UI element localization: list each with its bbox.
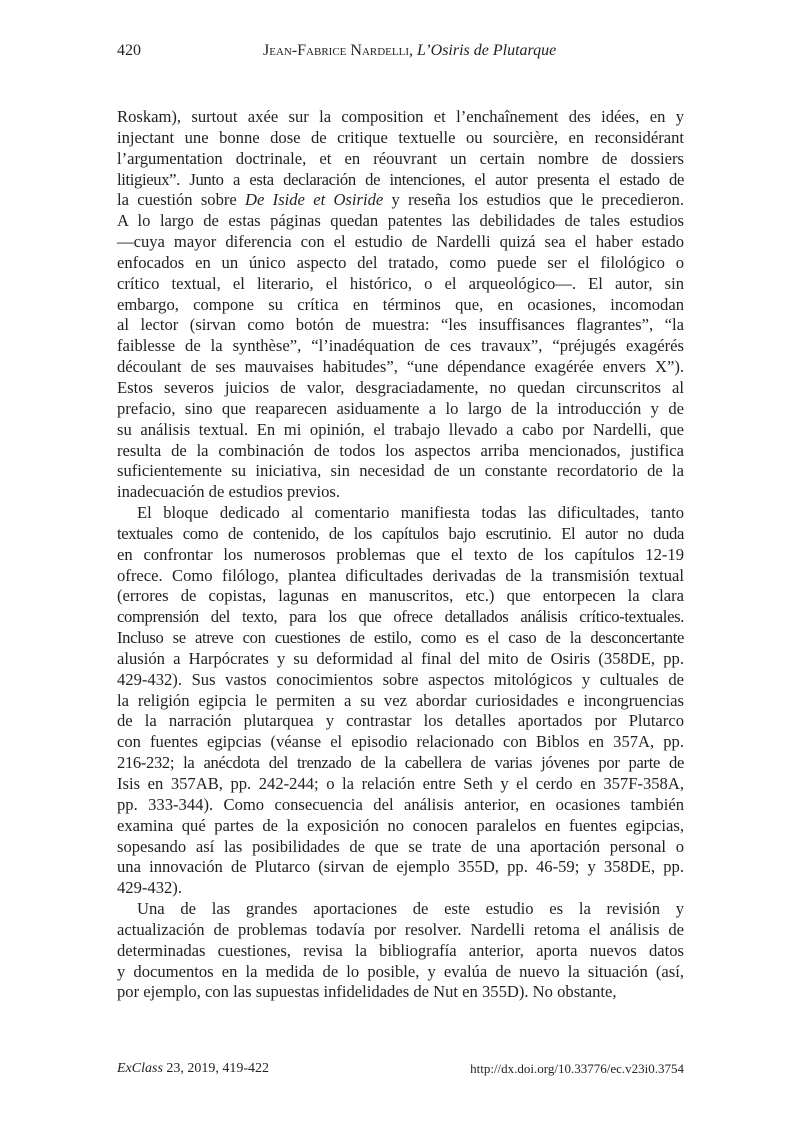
text-line: actualización de problemas todavía por resolver. Nardelli retoma el análisis de bbox=[117, 919, 684, 939]
text-line: l’argumentation doctrinale, et en réouvrant un certain nombre de dossiers bbox=[117, 148, 684, 168]
text-line: El bloque dedicado al comentario manifiesta todas las dificultades, tanto bbox=[137, 503, 684, 523]
text-line: con fuentes egipcias (véanse el episodio relacionado con Biblos en 357A, pp. bbox=[117, 732, 684, 752]
text-line: determinadas cuestiones, revisa la bibliografía anterior, aporta nuevos datos bbox=[117, 940, 684, 960]
text-line: découlant de ses mauvaises habitudes”, “une dépendance exagérée envers X”). bbox=[117, 357, 684, 377]
running-header bbox=[117, 42, 684, 64]
text-line: una innovación de Plutarco (sirvan de ejemplo 355D, pp. 46-59; y 358DE, pp. bbox=[117, 857, 684, 877]
text-line: al lector (sirvan como botón de muestra: “les insuffisances flagrantes”, “la bbox=[117, 315, 684, 335]
text-line: enfocados en un único aspecto del tratado, como puede ser el filológico o bbox=[117, 252, 684, 272]
text-line: Estos severos juicios de valor, desgraciadamente, no quedan circunscritos al bbox=[117, 377, 684, 397]
text-line: Una de las grandes aportaciones de este estudio es la revisión y bbox=[137, 899, 684, 919]
volume-year-pages: 23, 2019, 419-422 bbox=[162, 1061, 270, 1076]
text-line: litigieux”. Junto a esta declaración de intenciones, el autor presenta el estado de bbox=[117, 169, 684, 189]
journal-name: ExClass bbox=[117, 1061, 163, 1076]
italic-title: De Iside et Osiride bbox=[245, 190, 384, 210]
text-line: A lo largo de estas páginas quedan patentes las debilidades de tales estudios bbox=[117, 211, 684, 231]
text-line: 216-232; la anécdota del trenzado de la cabellera de varias jóvenes por parte de bbox=[117, 753, 684, 773]
book-title: L’Osiris de Plutarque bbox=[417, 42, 557, 59]
text-line bbox=[117, 190, 684, 211]
text-line: Incluso se atreve con cuestiones de estilo, como es el caso de la desconcertante bbox=[117, 628, 684, 648]
text-line: 429-432). bbox=[117, 878, 182, 898]
text-line: ofrece. Como filólogo, plantea dificultades derivadas de la transmisión textual bbox=[117, 565, 684, 585]
body-text bbox=[117, 107, 684, 1003]
text-line: 429-432). Sus vastos conocimientos sobre aspectos mitológicos y cultuales de bbox=[117, 669, 684, 689]
text-line: suficientemente su iniciativa, sin necesidad de un constante recordatorio de la bbox=[117, 461, 684, 481]
journal-citation bbox=[117, 1061, 269, 1077]
text-line: Roskam), surtout axée sur la composition et l’enchaînement des idées, en y bbox=[117, 107, 684, 126]
text-line: crítico textual, el literario, el histórico, o el arqueológico—. El autor, sin bbox=[117, 273, 684, 293]
text-line: sopesando así las posibilidades de que se trate de una aportación personal o bbox=[117, 836, 684, 856]
text-line: inadecuación de estudios previos. bbox=[117, 482, 341, 502]
text-fragment: y reseña los estudios que le precedieron. bbox=[383, 190, 684, 210]
text-line: pp. 333-344). Como consecuencia del análisis anterior, en ocasiones también bbox=[117, 794, 684, 814]
text-line: examina qué partes de la exposición no conocen paralelos en fuentes egipcias, bbox=[117, 815, 684, 835]
text-line: (errores de copistas, lagunas en manuscritos, etc.) que entorpecen la clara bbox=[117, 586, 684, 606]
text-fragment: la cuestión sobre bbox=[117, 190, 246, 210]
text-line: comprensión del texto, para los que ofrece detallados análisis crítico-textuales. bbox=[117, 607, 684, 627]
text-line: faiblesse de la synthèse”, “l’inadéquation de ces travaux”, “préjugés exagérés bbox=[117, 336, 684, 356]
page-number: 420 bbox=[117, 42, 141, 59]
text-line: de la narración plutarquea y contrastar los detalles aportados por Plutarco bbox=[117, 711, 684, 731]
text-line: injectant une bonne dose de critique textuelle ou sourcière, en reconsidérant bbox=[117, 127, 684, 147]
text-line: y documentos en la medida de lo posible, y evalúa de nuevo la situación (así, bbox=[117, 961, 684, 981]
author-name: Jean-Fabrice Nardelli bbox=[263, 42, 409, 59]
text-line: textuales como de contenido, de los capítulos bajo escrutinio. El autor no duda bbox=[117, 523, 684, 543]
text-line: alusión a Harpócrates y su deformidad al final del mito de Osiris (358DE, pp. bbox=[117, 648, 684, 668]
running-title bbox=[263, 42, 556, 60]
text-line: por ejemplo, con las supuestas infidelidades de Nut en 355D). No obstante, bbox=[117, 982, 617, 1002]
text-line: resulta de la combinación de todos los aspectos arriba mencionados, justifica bbox=[117, 440, 684, 460]
title-separator: , bbox=[409, 42, 417, 59]
text-line: —cuya mayor diferencia con el estudio de Nardelli quizá sea el haber estado bbox=[117, 232, 684, 252]
text-line: en confrontar los numerosos problemas que el texto de los capítulos 12-19 bbox=[117, 544, 684, 564]
text-line: su análisis textual. En mi opinión, el trabajo llevado a cabo por Nardelli, que bbox=[117, 419, 684, 439]
text-line: embargo, compone su crítica en términos que, en ocasiones, incomodan bbox=[117, 294, 684, 314]
doi-link[interactable]: http://dx.doi.org/10.33776/ec.v23i0.3754 bbox=[470, 1061, 684, 1076]
text-line: Isis en 357AB, pp. 242-244; o la relación entre Seth y el cerdo en 357F-358A, bbox=[117, 774, 684, 793]
text-line: la religión egipcia le permiten a su vez abordar curiosidades e incongruencias bbox=[117, 690, 684, 710]
text-line: prefacio, sino que reaparecen asiduamente a lo largo de la introducción y de bbox=[117, 398, 684, 418]
page-footer bbox=[117, 1061, 684, 1081]
